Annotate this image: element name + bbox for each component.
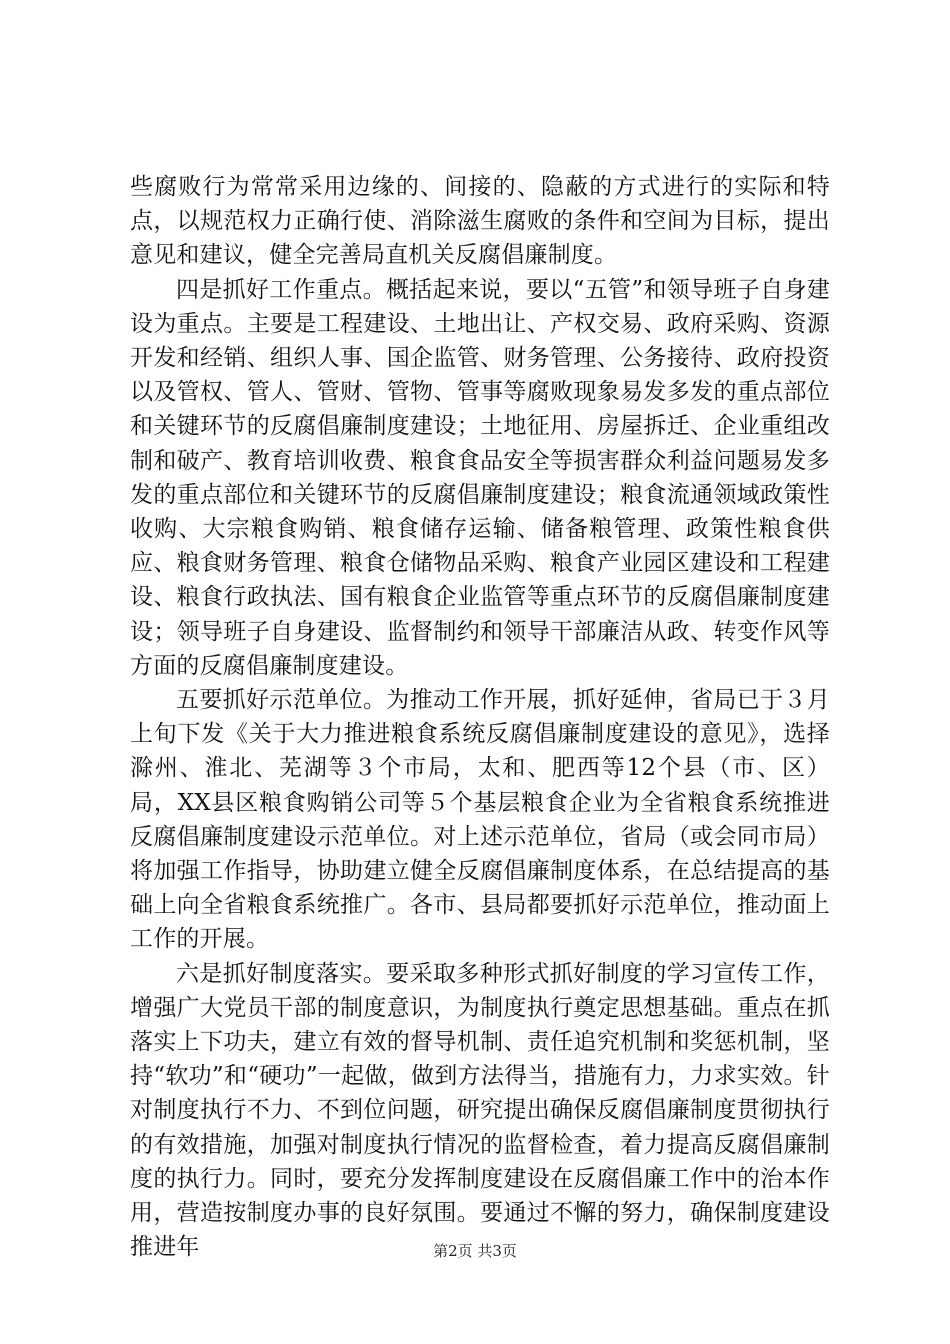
paragraph-work-focus: 四是抓好工作重点。概括起来说，要以“五管”和领导班子自身建设为重点。主要是工程建设、土地出让、产权交易、政府采购、资源开发和经销、组织人事、国企监管、财务管理、公务接待、政府投资以及管权、管人、管财、管物、管事等腐败现象易发多发的重点部位和关键环节的反腐倡廉制度建设；土地征用、房屋拆迁、企业重组改制和破产、教育培训收费、粮食食品安全等损害群众利益问题易发多发的重点部位和关键环节的反腐倡廉制度建设；粮食流通领域政策性收购、大宗粮食购销、粮食储存运输、储备粮管理、政策性粮食供应、粮食财务管理、粮食仓储物品采购、粮食产业园区建设和工程建设、粮食行政执法、国有粮食企业监管等重点环节的反腐倡廉制度建设；领导班子自身建设、监督制约和领导干部廉洁从政、转变作风等方面的反腐倡廉制度建设。 [130,276,830,679]
paragraph-continuation: 些腐败行为常常采用边缘的、间接的、隐蔽的方式进行的实际和特点，以规范权力正确行使、消除滋生腐败的条件和空间为目标，提出意见和建议，健全完善局直机关反腐倡廉制度。 [130,174,830,269]
paragraph-demonstration-units: 五要抓好示范单位。为推动工作开展，抓好延伸，省局已于３月上旬下发《关于大力推进粮食系统反腐倡廉制度建设的意见》，选择滁州、淮北、芜湖等３个市局，太和、肥西等12个县（市、区）局，XX县区粮食购销公司等５个基层粮食企业为全省粮食系统推进反腐倡廉制度建设示范单位。对上述示范单位，省局（或会同市局）将加强工作指导，协助建立健全反腐倡廉制度体系，在总结提高的基础上向全省粮食系统推广。各市、县局都要抓好示范单位，推动面上工作的开展。 [130,687,830,953]
paragraph-implementation: 六是抓好制度落实。要采取多种形式抓好制度的学习宣传工作，增强广大党员干部的制度意识，为制度执行奠定思想基础。重点在抓落实上下功夫，建立有效的督导机制、责任追究机制和奖惩机制，坚持“软功”和“硬功”一起做，做到方法得当，措施有力，力求实效。针对制度执行不力、不到位问题，研究提出确保反腐倡廉制度贯彻执行的有效措施，加强对制度执行情况的监督检查，着力提高反腐倡廉制度的执行力。同时，要充分发挥制度建设在反腐倡廉工作中的治本作用，营造按制度办事的良好氛围。要通过不懈的努力，确保制度建设推进年 [130,960,830,1261]
page-footer: 第2页 共3页 [433,1242,517,1260]
document-body [130,170,830,1265]
